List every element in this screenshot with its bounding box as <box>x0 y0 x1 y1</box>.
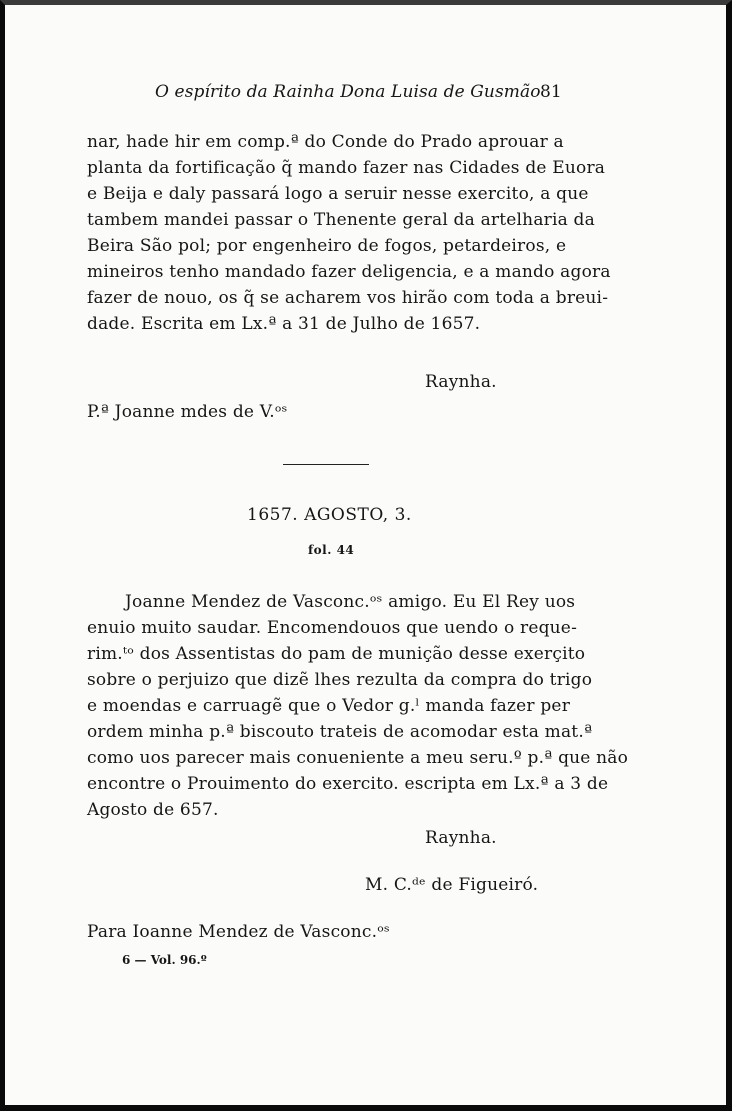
text-line: enuio muito saudar. Encomendouos que uendo o reque- <box>87 618 578 638</box>
text-line: fazer de nouo, os q̃ se acharem vos hirão com toda a breui- <box>87 288 609 308</box>
folio-reference: fol. 44 <box>308 543 355 557</box>
running-header-title: O espírito da Rainha Dona Luisa de Gusmão <box>155 82 541 102</box>
page-number: 81 <box>540 82 562 102</box>
text-line: e moendas e carruagẽ que o Vedor g.ˡ manda fazer per <box>87 696 571 716</box>
text-line: encontre o Prouimento do exercito. escripta em Lx.ª a 3 de <box>87 774 609 794</box>
text-line: e Beija e daly passará logo a seruir nesse exercito, a que <box>87 184 589 204</box>
letter-2-countersign: M. C.ᵈᵉ de Figueiró. <box>365 875 539 895</box>
text-line: Joanne Mendez de Vasconc.ᵒˢ amigo. Eu El Rey uos <box>125 592 576 612</box>
entry-date-heading: 1657. AGOSTO, 3. <box>247 505 412 525</box>
text-line: Beira São pol; por engenheiro de fogos, petardeiros, e <box>87 236 567 256</box>
text-line: sobre o perjuizo que dizẽ lhes rezulta da compra do trigo <box>87 670 593 690</box>
section-divider <box>283 464 369 465</box>
text-line: nar, hade hir em comp.ª do Conde do Prado aprouar a <box>87 132 564 152</box>
text-line: dade. Escrita em Lx.ª a 31 de Julho de 1657. <box>87 314 481 334</box>
letter-1-addressee: P.ª Joanne mdes de V.ᵒˢ <box>87 402 288 422</box>
letter-2-signature: Raynha. <box>425 828 497 848</box>
letter-1-signature: Raynha. <box>425 372 497 392</box>
letter-2-addressee: Para Ioanne Mendez de Vasconc.ᵒˢ <box>87 922 390 942</box>
text-line: planta da fortificação q̃ mando fazer nas Cidades de Euora <box>87 158 606 178</box>
text-line: tambem mandei passar o Thenente geral da artelharia da <box>87 210 595 230</box>
printer-signature-mark: 6 — Vol. 96.º <box>122 953 207 967</box>
text-line: rim.ᵗᵒ dos Assentistas do pam de munição desse exerçito <box>87 644 586 664</box>
text-line: Agosto de 657. <box>87 800 219 820</box>
text-line: como uos parecer mais conueniente a meu seru.º p.ª que não <box>87 748 629 768</box>
text-line: ordem minha p.ª biscouto trateis de acomodar esta mat.ª <box>87 722 593 742</box>
text-line: mineiros tenho mandado fazer deligencia, e a mando agora <box>87 262 611 282</box>
